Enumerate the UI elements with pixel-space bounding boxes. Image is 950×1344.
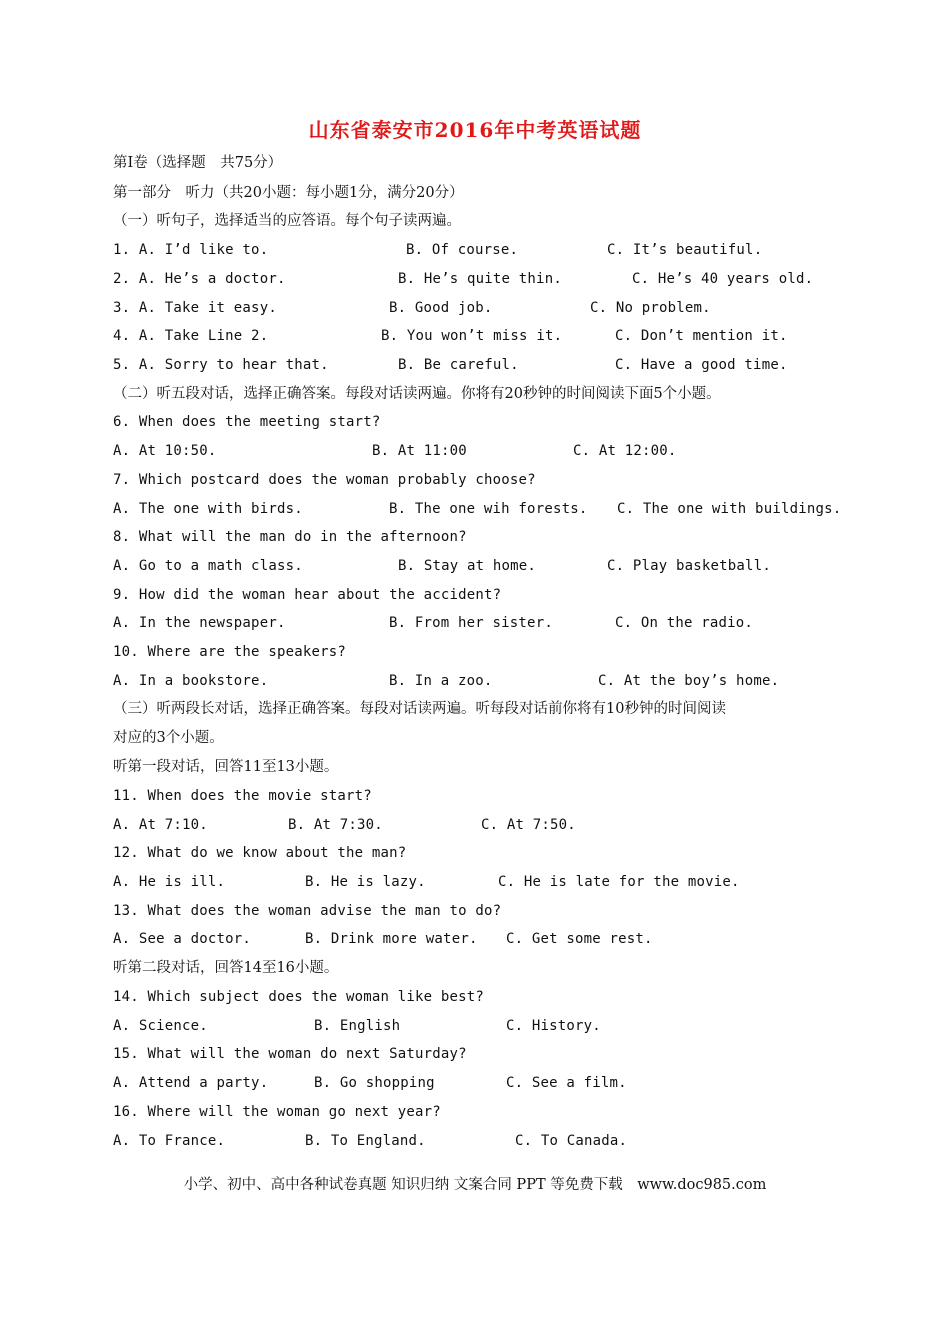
q7-stem: 7. Which postcard does the woman probably choose? (113, 472, 536, 488)
q9-option-c: C. On the radio. (615, 615, 754, 631)
q10-stem: 10. Where are the speakers? (113, 644, 346, 660)
q6-option-c: C. At 12:00. (573, 443, 677, 459)
q10-option-c: C. At the boy’s home. (598, 673, 780, 689)
q8-option-c: C. Play basketball. (607, 558, 771, 574)
q5-option-c: C. Have a good time. (615, 357, 788, 373)
subsection-3-instructions-cont: 对应的3个小题。 (113, 730, 224, 746)
q16-option-a: A. To France. (113, 1133, 226, 1149)
q12-option-b: B. He is lazy. (305, 874, 426, 890)
page-footer: 小学、初中、高中各种试卷真题 知识归纳 文案合同 PPT 等免费下载 www.doc985.com (183, 1177, 767, 1193)
q15-option-c: C. See a film. (506, 1075, 627, 1091)
q4-option-a: 4. A. Take Line 2. (113, 328, 269, 344)
q9-stem: 9. How did the woman hear about the accident? (113, 587, 502, 603)
q1-option-a: 1. A. I’d like to. (113, 242, 269, 258)
q16-option-c: C. To Canada. (515, 1133, 628, 1149)
q13-stem: 13. What does the woman advise the man to do? (113, 903, 502, 919)
q14-stem: 14. Which subject does the woman like best? (113, 989, 485, 1005)
q7-option-b: B. The one wih forests. (389, 501, 588, 517)
q13-option-a: A. See a doctor. (113, 931, 252, 947)
q5-option-b: B. Be careful. (398, 357, 519, 373)
q16-stem: 16. Where will the woman go next year? (113, 1104, 441, 1120)
q6-option-a: A. At 10:50. (113, 443, 217, 459)
q8-stem: 8. What will the man do in the afternoon? (113, 529, 467, 545)
q9-option-b: B. From her sister. (389, 615, 553, 631)
subsection-1-instructions: （一）听句子，选择适当的应答语。每个句子读两遍。 (113, 213, 461, 229)
dialogue-2-intro: 听第二段对话，回答14至16小题。 (113, 960, 339, 976)
subsection-2-instructions: （二）听五段对话，选择正确答案。每段对话读两遍。你将有20秒钟的时间阅读下面5个小题。 (113, 386, 721, 402)
q11-option-c: C. At 7:50. (481, 817, 576, 833)
dialogue-1-intro: 听第一段对话，回答11至13小题。 (113, 759, 339, 775)
q15-option-a: A. Attend a party. (113, 1075, 269, 1091)
section-header: 第Ⅰ卷（选择题 共75分） (113, 155, 283, 171)
q5-option-a: 5. A. Sorry to hear that. (113, 357, 329, 373)
q4-option-c: C. Don’t mention it. (615, 328, 788, 344)
q14-option-c: C. History. (506, 1018, 601, 1034)
q14-option-b: B. English (314, 1018, 401, 1034)
q7-option-a: A. The one with birds. (113, 501, 303, 517)
q2-option-c: C. He’s 40 years old. (632, 271, 814, 287)
q15-stem: 15. What will the woman do next Saturday? (113, 1046, 467, 1062)
q10-option-a: A. In a bookstore. (113, 673, 269, 689)
q9-option-a: A. In the newspaper. (113, 615, 286, 631)
q3-option-b: B. Good job. (389, 300, 493, 316)
q2-option-a: 2. A. He’s a doctor. (113, 271, 286, 287)
q16-option-b: B. To England. (305, 1133, 426, 1149)
q6-option-b: B. At 11:00 (372, 443, 467, 459)
q13-option-b: B. Drink more water. (305, 931, 478, 947)
q8-option-b: B. Stay at home. (398, 558, 537, 574)
q12-option-c: C. He is late for the movie. (498, 874, 740, 890)
q13-option-c: C. Get some rest. (506, 931, 653, 947)
part-header: 第一部分 听力（共20小题：每小题1分，满分20分） (113, 185, 464, 201)
q10-option-b: B. In a zoo. (389, 673, 493, 689)
q6-stem: 6. When does the meeting start? (113, 414, 381, 430)
q3-option-a: 3. A. Take it easy. (113, 300, 277, 316)
q12-option-a: A. He is ill. (113, 874, 226, 890)
page-title: 山东省泰安市2016年中考英语试题 (308, 118, 642, 142)
q4-option-b: B. You won’t miss it. (381, 328, 563, 344)
q11-option-a: A. At 7:10. (113, 817, 208, 833)
subsection-3-instructions: （三）听两段长对话，选择正确答案。每段对话读两遍。听每段对话前你将有10秒钟的时间阅读 (113, 701, 726, 717)
q3-option-c: C. No problem. (590, 300, 711, 316)
q12-stem: 12. What do we know about the man? (113, 845, 407, 861)
q15-option-b: B. Go shopping (314, 1075, 435, 1091)
q14-option-a: A. Science. (113, 1018, 208, 1034)
q1-option-b: B. Of course. (406, 242, 519, 258)
q7-option-c: C. The one with buildings. (617, 501, 842, 517)
q11-option-b: B. At 7:30. (288, 817, 383, 833)
q1-option-c: C. It’s beautiful. (607, 242, 763, 258)
q2-option-b: B. He’s quite thin. (398, 271, 562, 287)
q8-option-a: A. Go to a math class. (113, 558, 303, 574)
q11-stem: 11. When does the movie start? (113, 788, 372, 804)
